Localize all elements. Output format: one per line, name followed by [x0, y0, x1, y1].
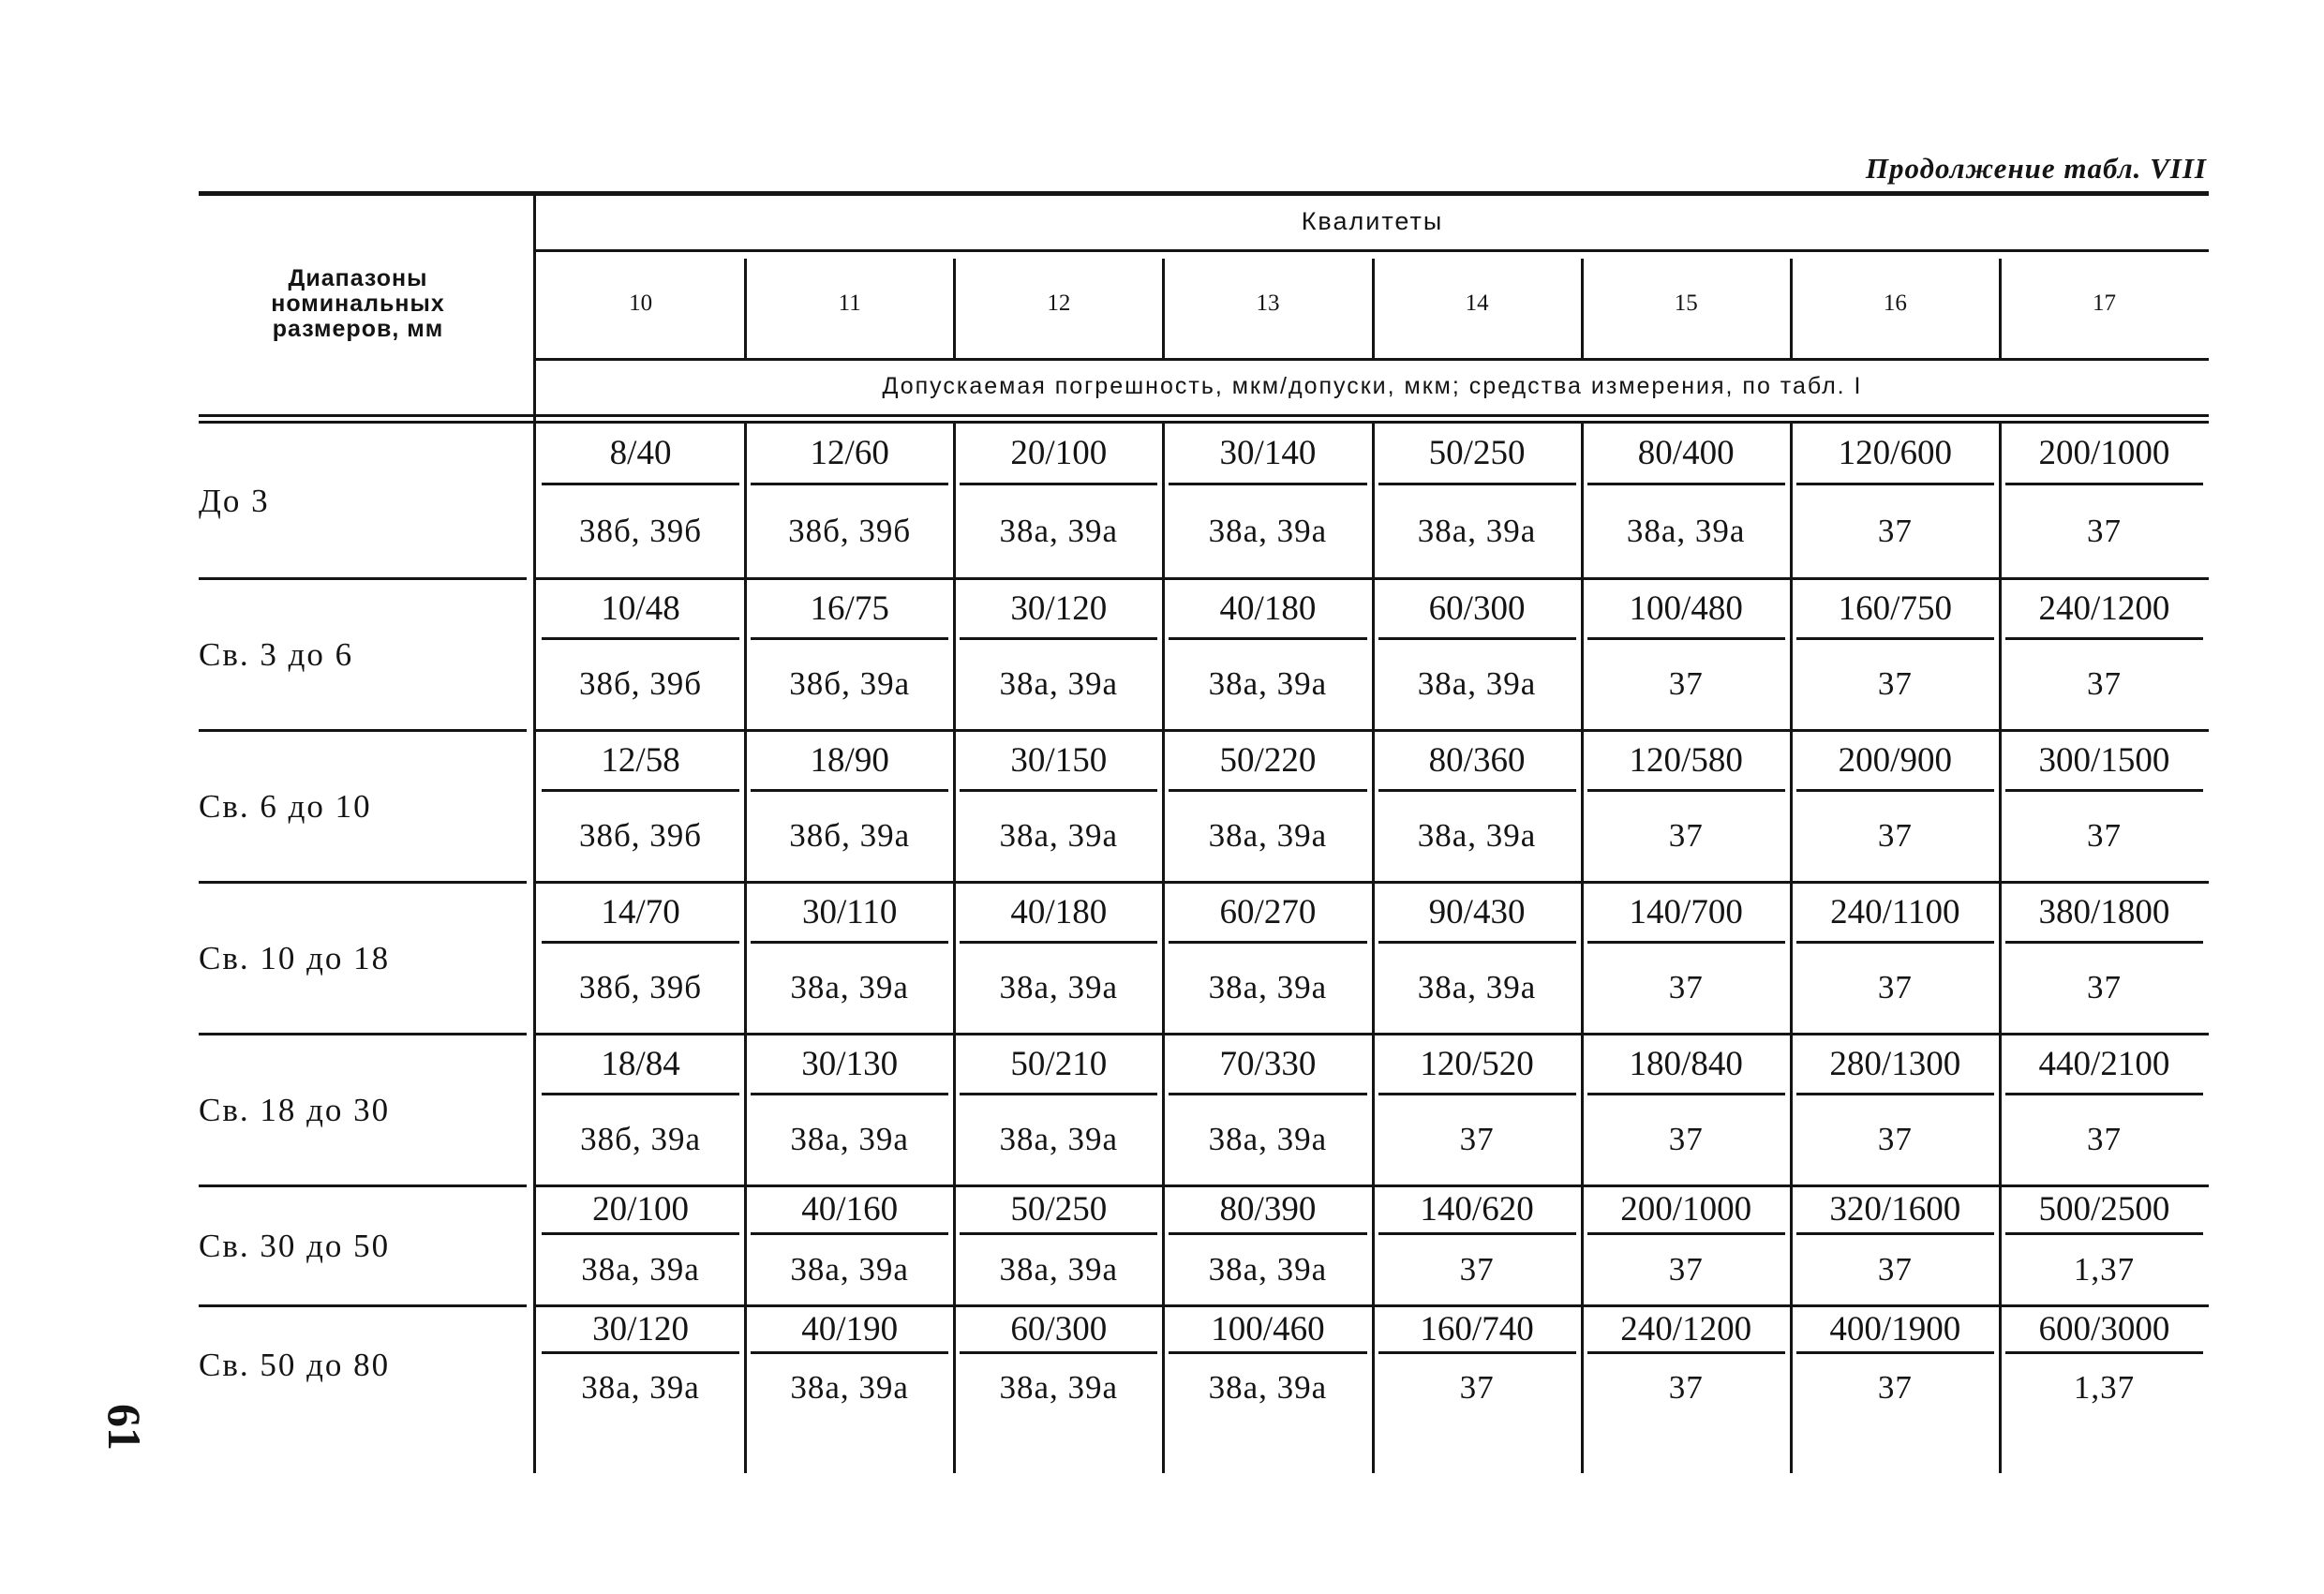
- tolerance-cell: 100/460: [1211, 1309, 1325, 1348]
- measuring-means-cell: 37: [1877, 969, 1913, 1006]
- grade-header-13: 13: [1256, 290, 1280, 316]
- tolerance-cell: 16/75: [810, 588, 889, 628]
- measuring-means-cell: 38а, 39а: [790, 1250, 909, 1288]
- measuring-means-cell: 37: [1459, 1121, 1495, 1157]
- tolerance-cell: 320/1600: [1829, 1190, 1961, 1229]
- tolerance-cell: 30/140: [1219, 434, 1317, 472]
- tolerance-cell: 40/180: [1219, 588, 1317, 628]
- range-label: Св. 6 до 10: [199, 788, 372, 825]
- grade-header-divider: [744, 259, 747, 358]
- measuring-means-cell: 37: [1877, 512, 1913, 549]
- quality-grades-header: Квалитеты: [1301, 206, 1444, 235]
- measuring-means-cell: 37: [2086, 817, 2122, 854]
- tolerance-cell: 12/60: [810, 434, 889, 472]
- measuring-means-cell: 38б, 39б: [788, 512, 912, 549]
- measuring-means-cell: 38а, 39а: [1626, 512, 1746, 549]
- tolerance-cell: 30/130: [801, 1044, 899, 1083]
- measuring-means-cell: 38а, 39а: [1417, 512, 1537, 549]
- measuring-means-cell: 37: [1877, 1369, 1913, 1406]
- measuring-means-cell: 38а, 39а: [999, 817, 1119, 854]
- range-label: Св. 30 до 50: [199, 1228, 391, 1264]
- measuring-means-cell: 37: [1877, 665, 1913, 702]
- measuring-means-cell: 37: [2086, 665, 2122, 702]
- tolerance-cell: 40/180: [1010, 892, 1108, 931]
- tolerance-cell: 280/1300: [1829, 1044, 1961, 1083]
- grade-header-divider: [1372, 259, 1375, 358]
- measuring-means-cell: 37: [1668, 817, 1704, 854]
- tolerance-cell: 12/58: [601, 740, 680, 780]
- tolerance-cell: 200/1000: [2038, 434, 2170, 472]
- measuring-means-cell: 38б, 39б: [579, 665, 703, 702]
- tolerance-cell: 18/90: [810, 740, 889, 780]
- tolerance-cell: 40/190: [801, 1309, 899, 1348]
- measuring-means-cell: 1,37: [2073, 1250, 2136, 1288]
- table-caption: Продолжение табл. VIII: [1865, 152, 2207, 185]
- measuring-means-cell: 37: [1877, 1121, 1913, 1157]
- measuring-means-cell: 38а, 39а: [581, 1369, 700, 1406]
- grade-header-rule: [536, 358, 2209, 361]
- measuring-means-cell: 38а, 39а: [790, 969, 909, 1006]
- tolerance-cell: 30/150: [1010, 740, 1108, 780]
- tolerance-cell: 140/700: [1629, 892, 1743, 931]
- tolerance-cell: 200/900: [1838, 740, 1952, 780]
- range-column-header: Диапазоны номинальных размеров, мм: [271, 264, 445, 342]
- measuring-means-cell: 37: [1668, 1121, 1704, 1157]
- range-label: Св. 18 до 30: [199, 1092, 391, 1128]
- range-column-rule: [533, 191, 536, 1473]
- measuring-means-cell: 37: [1877, 817, 1913, 854]
- measuring-means-cell: 38б, 39а: [789, 665, 911, 702]
- tolerance-cell: 50/220: [1219, 740, 1317, 780]
- tolerance-cell: 80/390: [1219, 1190, 1317, 1229]
- tolerance-cell: 160/750: [1838, 588, 1952, 628]
- tolerance-cell: 440/2100: [2038, 1044, 2170, 1083]
- tolerance-cell: 380/1800: [2038, 892, 2170, 931]
- grade-column-divider: [1999, 424, 2002, 1473]
- measuring-means-cell: 38а, 39а: [790, 1369, 909, 1406]
- grade-column-divider: [1581, 424, 1584, 1473]
- measuring-means-cell: 38а, 39а: [581, 1250, 700, 1288]
- tolerance-cell: 120/600: [1838, 434, 1952, 472]
- measuring-means-cell: 38а, 39а: [999, 1121, 1119, 1157]
- measuring-means-cell: 38б, 39б: [579, 512, 703, 549]
- tolerance-cell: 600/3000: [2038, 1309, 2170, 1348]
- measuring-means-cell: 38а, 39а: [999, 969, 1119, 1006]
- grade-column-divider: [953, 424, 956, 1473]
- top-rule: [199, 191, 2209, 196]
- grade-header-12: 12: [1047, 290, 1071, 316]
- range-label: Св. 3 до 6: [199, 636, 354, 673]
- tolerance-cell: 400/1900: [1829, 1309, 1961, 1348]
- tolerance-cell: 30/120: [1010, 588, 1108, 628]
- measuring-means-cell: 38а, 39а: [1417, 969, 1537, 1006]
- tolerance-cell: 14/70: [601, 892, 680, 931]
- grade-header-divider: [953, 259, 956, 358]
- measuring-means-cell: 37: [2086, 512, 2122, 549]
- measuring-means-cell: 38б, 39б: [579, 969, 703, 1006]
- measuring-means-cell: 38а, 39а: [1208, 512, 1328, 549]
- measuring-means-cell: 38а, 39а: [1208, 817, 1328, 854]
- tolerance-cell: 80/400: [1637, 434, 1735, 472]
- measurement-note-header: Допускаемая погрешность, мкм/допуски, мкм; средства измерения, по табл. I: [882, 372, 1863, 399]
- measuring-means-cell: 38б, 39а: [580, 1121, 701, 1157]
- measuring-means-cell: 38а, 39а: [999, 1369, 1119, 1406]
- measuring-means-cell: 38а, 39а: [1208, 969, 1328, 1006]
- header-bottom-rule-1: [199, 414, 2209, 417]
- grade-header-divider: [1790, 259, 1793, 358]
- tolerance-cell: 60/300: [1010, 1309, 1108, 1348]
- tolerance-cell: 30/110: [801, 892, 898, 931]
- measuring-means-cell: 38а, 39а: [1417, 817, 1537, 854]
- measuring-means-cell: 38а, 39а: [1417, 665, 1537, 702]
- tolerance-cell: 200/1000: [1620, 1190, 1752, 1229]
- measuring-means-cell: 38а, 39а: [1208, 1369, 1328, 1406]
- measuring-means-cell: 37: [2086, 969, 2122, 1006]
- tolerance-cell: 500/2500: [2038, 1190, 2170, 1229]
- measuring-means-cell: 38б, 39а: [789, 817, 911, 854]
- grade-header-divider: [1999, 259, 2002, 358]
- grade-column-divider: [1372, 424, 1375, 1473]
- tolerance-cell: 80/360: [1428, 740, 1526, 780]
- tolerance-cell: 30/120: [592, 1309, 689, 1348]
- tolerance-cell: 160/740: [1420, 1309, 1534, 1348]
- tolerance-cell: 240/1200: [2038, 588, 2170, 628]
- tolerance-cell: 40/160: [801, 1190, 899, 1229]
- tolerance-cell: 50/210: [1010, 1044, 1108, 1083]
- tolerance-cell: 90/430: [1428, 892, 1526, 931]
- measuring-means-cell: 37: [1459, 1369, 1495, 1406]
- tolerance-cell: 10/48: [601, 588, 680, 628]
- measuring-means-cell: 37: [1668, 1250, 1704, 1288]
- tolerance-cell: 18/84: [601, 1044, 680, 1083]
- page-number: 61: [98, 1404, 151, 1451]
- tolerance-cell: 8/40: [609, 434, 672, 472]
- grade-column-divider: [744, 424, 747, 1473]
- grade-header-14: 14: [1465, 290, 1489, 316]
- tolerance-cell: 180/840: [1629, 1044, 1743, 1083]
- tolerance-cell: 100/480: [1629, 588, 1743, 628]
- measuring-means-cell: 37: [1459, 1250, 1495, 1288]
- grade-header-10: 10: [629, 290, 653, 316]
- grade-header-17: 17: [2092, 290, 2116, 316]
- tolerance-cell: 50/250: [1428, 434, 1526, 472]
- measuring-means-cell: 38а, 39а: [1208, 665, 1328, 702]
- range-label: До 3: [199, 483, 270, 519]
- tolerance-cell: 240/1200: [1620, 1309, 1752, 1348]
- grade-header-15: 15: [1674, 290, 1698, 316]
- grade-header-11: 11: [838, 290, 861, 316]
- tolerance-cell: 120/580: [1629, 740, 1743, 780]
- tolerance-cell: 240/1100: [1830, 892, 1960, 931]
- tolerance-cell: 70/330: [1219, 1044, 1317, 1083]
- measuring-means-cell: 38б, 39б: [579, 817, 703, 854]
- measuring-means-cell: 38а, 39а: [999, 665, 1119, 702]
- measuring-means-cell: 37: [1877, 1250, 1913, 1288]
- tolerance-cell: 20/100: [592, 1190, 689, 1229]
- measuring-means-cell: 38а, 39а: [999, 1250, 1119, 1288]
- measuring-means-cell: 37: [1668, 969, 1704, 1006]
- measuring-means-cell: 37: [1668, 1369, 1704, 1406]
- measuring-means-cell: 38а, 39а: [999, 512, 1119, 549]
- grade-header-16: 16: [1883, 290, 1907, 316]
- tolerance-cell: 50/250: [1010, 1190, 1108, 1229]
- grade-column-divider: [1790, 424, 1793, 1473]
- measuring-means-cell: 37: [1668, 665, 1704, 702]
- tolerance-cell: 300/1500: [2038, 740, 2170, 780]
- tolerance-cell: 140/620: [1420, 1190, 1534, 1229]
- range-label: Св. 10 до 18: [199, 940, 391, 976]
- measuring-means-cell: 1,37: [2073, 1369, 2136, 1406]
- tolerance-cell: 60/300: [1428, 588, 1526, 628]
- grade-column-divider: [1162, 424, 1165, 1473]
- measuring-means-cell: 38а, 39а: [1208, 1121, 1328, 1157]
- tolerance-cell: 120/520: [1420, 1044, 1534, 1083]
- grade-header-divider: [1581, 259, 1584, 358]
- tolerance-cell: 60/270: [1219, 892, 1317, 931]
- measuring-means-cell: 38а, 39а: [1208, 1250, 1328, 1288]
- tolerance-cell: 20/100: [1010, 434, 1108, 472]
- measuring-means-cell: 37: [2086, 1121, 2122, 1157]
- range-label: Св. 50 до 80: [199, 1347, 391, 1383]
- grade-header-divider: [1162, 259, 1165, 358]
- measuring-means-cell: 38а, 39а: [790, 1121, 909, 1157]
- tolerance-table: [199, 193, 2209, 1473]
